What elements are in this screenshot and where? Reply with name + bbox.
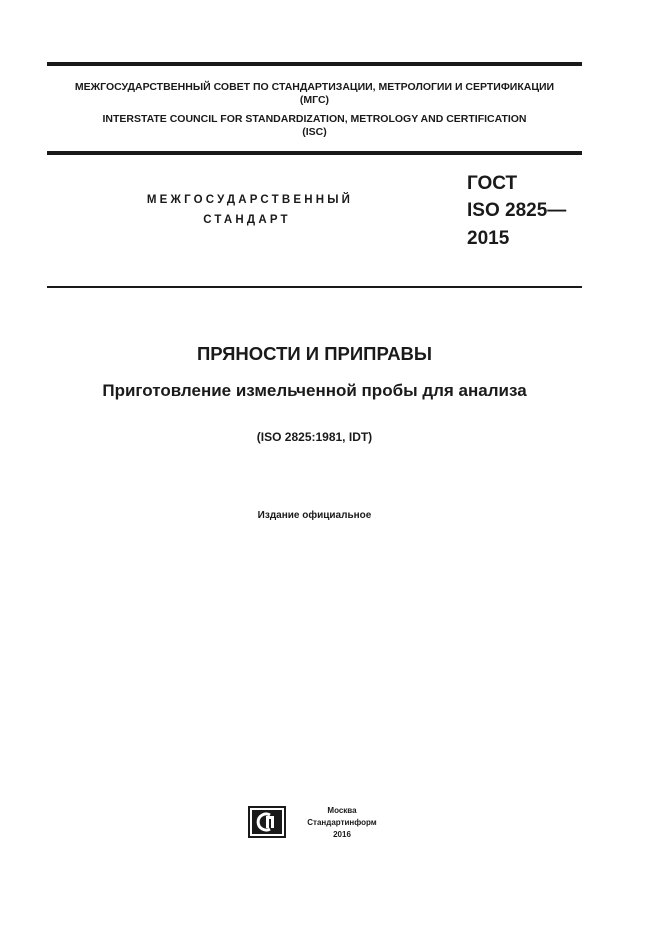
standartinform-logo-icon [248, 806, 286, 838]
designation-line1: ГОСТ [467, 173, 518, 194]
designation-line2: ISO 2825— [467, 200, 567, 221]
designation-line3: 2015 [467, 228, 510, 249]
council-ru-abbr: (МГС) [299, 94, 330, 106]
publisher-name: Стандартинформ [307, 818, 377, 827]
iso-reference: (ISO 2825:1981, IDT) [256, 430, 373, 444]
standard-kind-line2: СТАНДАРТ [203, 214, 291, 226]
council-ru: МЕЖГОСУДАРСТВЕННЫЙ СОВЕТ ПО СТАНДАРТИЗАЦИИ, МЕТРОЛОГИИ И СЕРТИФИКАЦИИ [74, 81, 555, 93]
document-title: ПРЯНОСТИ И ПРИПРАВЫ [196, 343, 433, 364]
document-subtitle: Приготовление измельченной пробы для анализа [102, 381, 527, 400]
top-rule [47, 62, 582, 66]
council-en: INTERSTATE COUNCIL FOR STANDARDIZATION, METROLOGY AND CERTIFICATION [102, 113, 527, 125]
standard-kind-line1: МЕЖГОСУДАРСТВЕННЫЙ [146, 194, 354, 206]
publisher-city: Москва [327, 806, 357, 815]
edition-label: Издание официальное [257, 510, 372, 521]
council-en-abbr: (ISC) [302, 126, 327, 138]
designation-rule [47, 286, 582, 288]
publisher-year: 2016 [333, 830, 351, 839]
header-rule [47, 151, 582, 155]
